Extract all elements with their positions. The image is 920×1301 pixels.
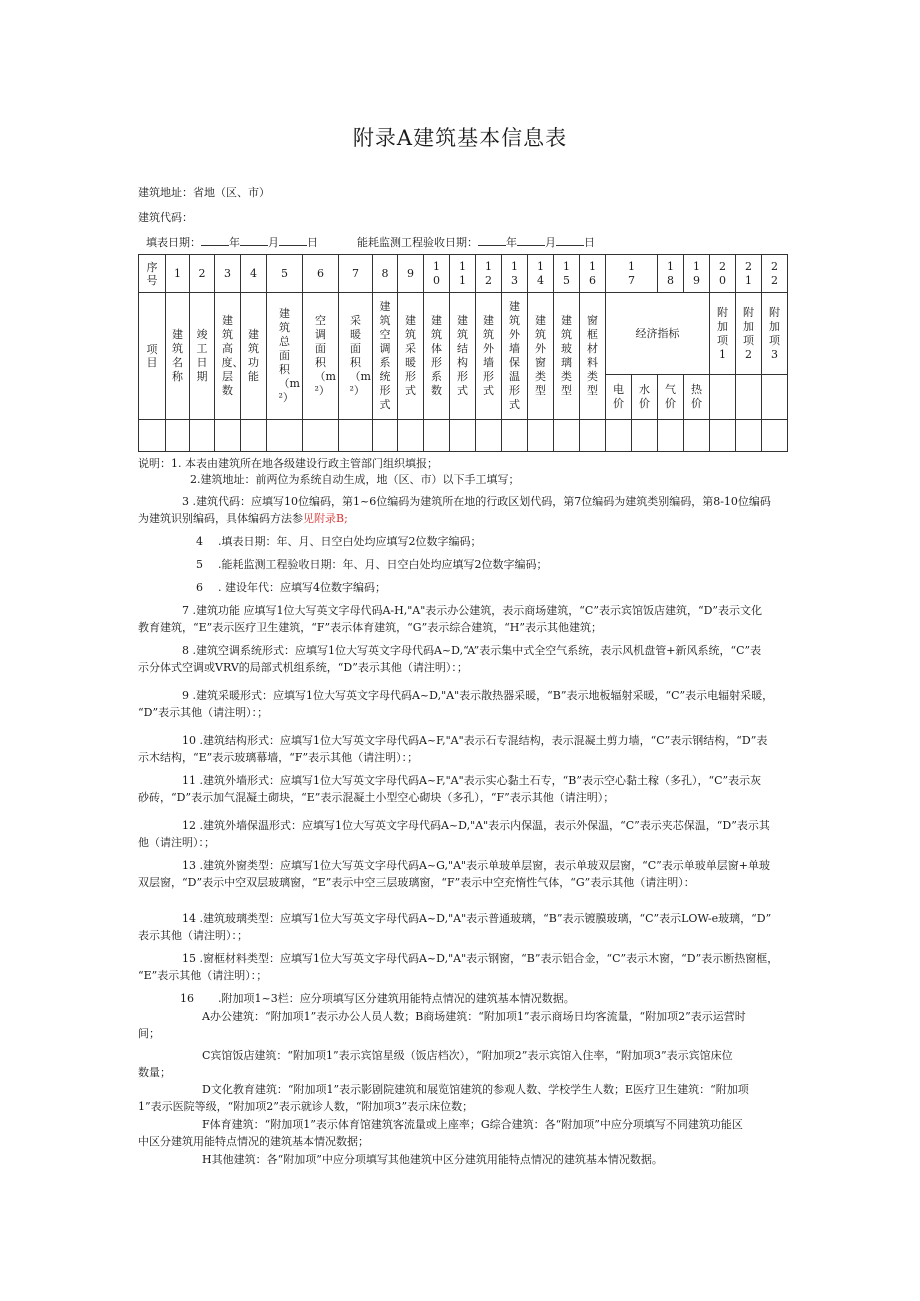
extra-item-header-3 bbox=[762, 293, 788, 375]
col-number-label: 10 bbox=[433, 259, 440, 287]
note-3-line2 bbox=[138, 510, 348, 527]
note-13-line1: 13 .建筑外窗类型：应填写1位大写英文字母代码A~G,"A"表示单玻单层窗，表示单玻双层窗，“C”表示单玻单层窗+单玻 bbox=[182, 859, 770, 872]
note-9-line1: 9 .建筑采暖形式：应填写1位大写英文字母代码A~D,"A"表示散热器采暖，“B”表示地板辐射采暖，“C”表示电辐射采暖， bbox=[182, 689, 774, 702]
data-cell[interactable] bbox=[424, 420, 450, 452]
col-header-label: 采暖面积（m²） bbox=[349, 314, 371, 397]
col-number-1 bbox=[166, 255, 190, 293]
header-row bbox=[139, 293, 788, 375]
data-cell[interactable] bbox=[450, 420, 476, 452]
col-number-label: 18 bbox=[667, 259, 674, 287]
econ-sub-header-1 bbox=[606, 375, 632, 420]
extra-item-label: 附加项3 bbox=[769, 305, 780, 361]
col-number-12 bbox=[476, 255, 502, 293]
extra-item-sub-cell bbox=[736, 375, 762, 420]
note-4: .填表日期：年、月、日空白处均应填写2位数字编码； bbox=[218, 535, 482, 548]
note-10-line1: 10 .建筑结构形式：应填写1位大写英文字母代码A~F,"A"表示石专混结构，表示混凝土剪力墙，“C”表示钢结构，“D”表 bbox=[182, 734, 768, 747]
page-title: 附录A建筑基本信息表 bbox=[352, 126, 568, 150]
number-row bbox=[139, 255, 788, 293]
seq-header bbox=[139, 255, 166, 293]
col-number-label: 3 bbox=[224, 266, 231, 280]
econ-sub-label: 气价 bbox=[665, 383, 676, 410]
building-info-table bbox=[138, 254, 788, 452]
col-number-label: 17 bbox=[628, 259, 635, 287]
col-header-2 bbox=[190, 293, 215, 420]
col-header-label: 窗框材料类型 bbox=[587, 314, 598, 397]
col-number-label: 13 bbox=[511, 259, 518, 287]
fill-day-unit: 日 bbox=[307, 236, 318, 249]
data-cell[interactable] bbox=[398, 420, 424, 452]
col-number-10 bbox=[424, 255, 450, 293]
address-label: 建筑地址：省地（区、市） bbox=[138, 186, 270, 199]
data-cell[interactable] bbox=[580, 420, 606, 452]
data-cell[interactable] bbox=[139, 420, 166, 452]
col-number-label: 4 bbox=[250, 266, 257, 280]
accept-month-unit: 月 bbox=[545, 236, 556, 249]
fill-year-unit: 年 bbox=[229, 236, 240, 249]
col-header-6 bbox=[303, 293, 339, 420]
note-4-num: 4 bbox=[196, 535, 203, 548]
col-number-label: 22 bbox=[771, 259, 778, 287]
col-number-8 bbox=[373, 255, 398, 293]
fill-date-row bbox=[146, 234, 595, 250]
data-cell[interactable] bbox=[166, 420, 190, 452]
data-cell[interactable] bbox=[554, 420, 580, 452]
econ-sub-label: 热价 bbox=[691, 383, 702, 410]
col-header-label: 建筑采暖形式 bbox=[405, 314, 416, 397]
note-11-line1: 11 .建筑外墙形式：应填写1位大写英文字母代码A~F,"A"表示实心黏土石专，“B”表示空心黏土稼（多孔），“C”表示灰 bbox=[182, 774, 762, 787]
col-number-17 bbox=[606, 255, 658, 293]
note-8-line1: 8 .建筑空调系统形式：应填写1位大写英文字母代码A~D,“A”表示集中式全空气系统，表示风机盘管+新风系统，“C”表 bbox=[182, 644, 762, 657]
econ-sub-label: 电价 bbox=[613, 383, 624, 410]
col-header-label: 空调面积（m²） bbox=[314, 314, 336, 397]
item-header bbox=[139, 293, 166, 420]
col-header-4 bbox=[241, 293, 267, 420]
data-cell[interactable] bbox=[303, 420, 339, 452]
econ-indicator-header bbox=[606, 293, 710, 375]
col-header-5 bbox=[267, 293, 303, 420]
fill-month-blank bbox=[240, 234, 268, 246]
note-16-f-line2: 中区分建筑用能特点情况的建筑基本情况数据； bbox=[138, 1135, 369, 1148]
col-number-16 bbox=[580, 255, 606, 293]
note-10-line2: 示木结构，“E”表示玻璃幕墙，“F”表示其他（请注明）：； bbox=[138, 751, 419, 764]
col-header-12 bbox=[476, 293, 502, 420]
col-number-label: 15 bbox=[563, 259, 570, 287]
data-cell[interactable] bbox=[476, 420, 502, 452]
data-cell[interactable] bbox=[373, 420, 398, 452]
col-number-label: 16 bbox=[589, 259, 596, 287]
data-cell[interactable] bbox=[762, 420, 788, 452]
accept-day-unit: 日 bbox=[584, 236, 595, 249]
col-header-3 bbox=[215, 293, 244, 420]
col-number-18 bbox=[658, 255, 684, 293]
item-label: 项目 bbox=[146, 343, 158, 369]
fill-month-unit: 月 bbox=[268, 236, 279, 249]
col-number-label: 5 bbox=[281, 266, 288, 280]
col-number-label: 20 bbox=[719, 259, 726, 287]
note-16-d-line2: 1”表示医院等级，“附加项2”表示就诊人数，“附加项3”表示床位数； bbox=[138, 1100, 474, 1113]
col-header-label: 建筑体形系数 bbox=[431, 314, 442, 397]
col-header-9 bbox=[398, 293, 424, 420]
col-header-label: 建筑外墙形式 bbox=[483, 314, 494, 397]
col-number-9 bbox=[398, 255, 424, 293]
note-12-line2: 他（请注明）：； bbox=[138, 836, 215, 849]
col-number-21 bbox=[736, 255, 762, 293]
accept-date-label: 能耗监测工程验收日期： bbox=[357, 236, 478, 249]
note-16-a-line2: 间； bbox=[138, 1027, 160, 1040]
extra-item-label: 附加项2 bbox=[743, 305, 754, 361]
econ-indicator-label: 经济指标 bbox=[635, 327, 680, 340]
data-cell[interactable] bbox=[215, 420, 241, 452]
note-14-line1: 14 .建筑玻璃类型：应填写1位大写英文字母代码A~D,"A"表示普通玻璃，“B”表示镀膜玻璃，“C”表示LOW-e玻璃，“D” bbox=[182, 912, 772, 925]
econ-sub-header-3 bbox=[658, 375, 684, 420]
col-number-13 bbox=[502, 255, 528, 293]
note-3-text: 为建筑识别编码，具体编码方法参 bbox=[138, 512, 303, 525]
accept-day-blank bbox=[556, 234, 584, 246]
col-header-15 bbox=[554, 293, 580, 420]
col-number-4 bbox=[241, 255, 267, 293]
note-13-line2: 双层窗，“D”表示中空双层玻璃窗，“E”表示中空三层玻璃窗，“F”表示中空充惰性气体，“G”表示其他（请注明）： bbox=[138, 876, 695, 889]
col-header-label: 建筑结构形式 bbox=[457, 314, 468, 397]
econ-sub-header-2 bbox=[632, 375, 658, 420]
col-number-label: 7 bbox=[352, 266, 359, 280]
note-12-line1: 12 .建筑外墙保温形式：应填写1位大写英文字母代码A~D,"A"表示内保温，表示外保温，“C”表示夹芯保温，“D”表示其 bbox=[182, 819, 770, 832]
data-cell[interactable] bbox=[736, 420, 762, 452]
data-cell[interactable] bbox=[339, 420, 373, 452]
col-header-10 bbox=[424, 293, 450, 420]
col-header-8 bbox=[373, 293, 398, 420]
data-cell[interactable] bbox=[528, 420, 554, 452]
col-header-label: 建筑玻璃类型 bbox=[561, 314, 572, 397]
note-5: .能耗监测工程验收日期：年、月、日空白处均应填写2位数字编码； bbox=[218, 558, 548, 571]
data-row bbox=[139, 420, 788, 452]
col-header-label: 建筑名称 bbox=[172, 328, 183, 383]
data-cell[interactable] bbox=[632, 420, 658, 452]
extra-item-header-1 bbox=[710, 293, 736, 375]
note-6-num: 6 bbox=[196, 581, 203, 594]
econ-sub-label: 水价 bbox=[639, 383, 650, 410]
col-header-14 bbox=[528, 293, 554, 420]
data-cell[interactable] bbox=[606, 420, 632, 452]
extra-item-sub-cell bbox=[710, 375, 736, 420]
col-number-11 bbox=[450, 255, 476, 293]
col-header-label: 建筑外墙保温形式 bbox=[509, 300, 520, 411]
col-number-label: 11 bbox=[459, 259, 466, 287]
note-16-num: 16 bbox=[180, 992, 194, 1005]
note-16-d-line1: D文化教育建筑：“附加项1”表示影剧院建筑和展览馆建筑的参观人数、学校学生人数；E医疗卫生建筑：“附加项 bbox=[202, 1083, 749, 1096]
col-number-label: 9 bbox=[407, 266, 414, 280]
note-15-line2: “E”表示其他（请注明）：； bbox=[138, 969, 268, 982]
data-cell[interactable] bbox=[502, 420, 528, 452]
note-5-num: 5 bbox=[196, 558, 203, 571]
col-number-5 bbox=[267, 255, 303, 293]
note-14-line2: 表示其他（请注明）：； bbox=[138, 929, 248, 942]
col-number-22 bbox=[762, 255, 788, 293]
col-number-label: 14 bbox=[537, 259, 544, 287]
col-number-2 bbox=[190, 255, 215, 293]
note-16-a-line1: A办公建筑：“附加项1”表示办公人员人数；B商场建筑：“附加项1”表示商场日均客流量，“附加项2”表示运营时 bbox=[202, 1010, 746, 1023]
col-number-label: 19 bbox=[693, 259, 700, 287]
note-16-f-line1: F体育建筑：“附加项1”表示体育馆建筑客流量或上座率；G综合建筑：各“附加项”中应分项填写不同建筑功能区 bbox=[202, 1118, 743, 1131]
accept-year-blank bbox=[478, 234, 506, 246]
col-number-3 bbox=[215, 255, 241, 293]
code-label: 建筑代码： bbox=[138, 211, 193, 224]
fill-day-blank bbox=[279, 234, 307, 246]
col-number-15 bbox=[554, 255, 580, 293]
data-cell[interactable] bbox=[241, 420, 267, 452]
note-16: .附加项1~3栏：应分项填写区分建筑用能特点情况的建筑基本情况数据。 bbox=[218, 992, 575, 1005]
col-header-label: 建筑总面积（m²） bbox=[278, 307, 300, 404]
fill-date-label: 填表日期： bbox=[146, 236, 201, 249]
data-cell[interactable] bbox=[267, 420, 303, 452]
note-16-h: H其他建筑：各“附加项”中应分项填写其他建筑中区分建筑用能特点情况的建筑基本情况数据。 bbox=[202, 1153, 663, 1166]
col-number-14 bbox=[528, 255, 554, 293]
note-7-line1: 7 .建筑功能 应填写1位大写英文字母代码A-H,"A"表示办公建筑，表示商场建筑，“C”表示宾馆饭店建筑，“D”表示文化 bbox=[182, 604, 763, 617]
col-number-label: 21 bbox=[745, 259, 752, 287]
note-16-c-line1: C宾馆饭店建筑：“附加项1”表示宾馆星级（饭店档次），“附加项2”表示宾馆入住率，“附加项3”表示宾馆床位 bbox=[202, 1049, 733, 1062]
note-2: 2.建筑地址：前两位为系统自动生成，地（区、市）以下手工填写； bbox=[190, 473, 520, 486]
data-cell[interactable] bbox=[684, 420, 710, 452]
note-6: . 建设年代：应填写4位数字编码； bbox=[218, 581, 386, 594]
col-number-7 bbox=[339, 255, 373, 293]
note-15-line1: 15 .窗框材料类型：应填写1位大写英文字母代码A~D,"A"表示钢窗，“B”表示铝合金，“C”表示木窗，“D”表示断热窗框， bbox=[182, 952, 779, 965]
note-1: 说明：1. 本表由建筑所在地各级建设行政主管部门组织填报； bbox=[138, 457, 438, 470]
col-header-label: 建筑外窗类型 bbox=[535, 314, 546, 397]
accept-year-unit: 年 bbox=[506, 236, 517, 249]
data-cell[interactable] bbox=[658, 420, 684, 452]
col-number-label: 6 bbox=[317, 266, 324, 280]
col-number-6 bbox=[303, 255, 339, 293]
fill-year-blank bbox=[201, 234, 229, 246]
seq-label: 序号 bbox=[146, 260, 158, 287]
note-9-line2: “D”表示其他（请注明）：； bbox=[138, 706, 269, 719]
col-header-label: 建筑功能 bbox=[248, 328, 259, 383]
col-header-11 bbox=[450, 293, 476, 420]
col-number-label: 12 bbox=[485, 259, 492, 287]
econ-sub-header-4 bbox=[684, 375, 710, 420]
data-cell[interactable] bbox=[190, 420, 215, 452]
col-number-label: 2 bbox=[198, 266, 206, 280]
note-3-line1: 3 .建筑代码：应填写10位编码，第1~6位编码为建筑所在地的行政区划代码，第7位编码为建筑类别编码，第8-10位编码 bbox=[182, 495, 771, 508]
col-header-1 bbox=[166, 293, 190, 420]
extra-item-sub-cell bbox=[762, 375, 788, 420]
col-header-13 bbox=[502, 293, 528, 420]
note-11-line2: 砂砖，“D”表示加气混凝土砌块，“E”表示混凝土小型空心砌块（多孔），“F”表示其他（请注明）； bbox=[138, 791, 615, 804]
appendix-b-link[interactable]: 见附录B; bbox=[303, 512, 348, 525]
col-header-label: 建筑高度、层数 bbox=[221, 314, 244, 397]
col-header-7 bbox=[339, 293, 373, 420]
col-number-label: 8 bbox=[381, 266, 389, 280]
data-cell[interactable] bbox=[710, 420, 736, 452]
note-16-c-line2: 数量； bbox=[138, 1066, 171, 1079]
accept-month-blank bbox=[517, 234, 545, 246]
col-number-label: 1 bbox=[174, 266, 181, 280]
col-header-label: 建筑空调系统形式 bbox=[379, 300, 391, 411]
col-number-20 bbox=[710, 255, 736, 293]
col-number-19 bbox=[684, 255, 710, 293]
extra-item-header-2 bbox=[736, 293, 762, 375]
note-8-line2: 示分体式空调或VRV的局部式机组系统，“D”表示其他（请注明）：； bbox=[138, 661, 468, 674]
note-7-line2: 教育建筑，“E”表示医疗卫生建筑，“F”表示体育建筑，“G”表示综合建筑，“H”表示其他建筑； bbox=[138, 621, 603, 634]
extra-item-label: 附加项1 bbox=[717, 305, 728, 361]
col-header-label: 竣工日期 bbox=[196, 328, 208, 383]
col-header-16 bbox=[580, 293, 606, 420]
